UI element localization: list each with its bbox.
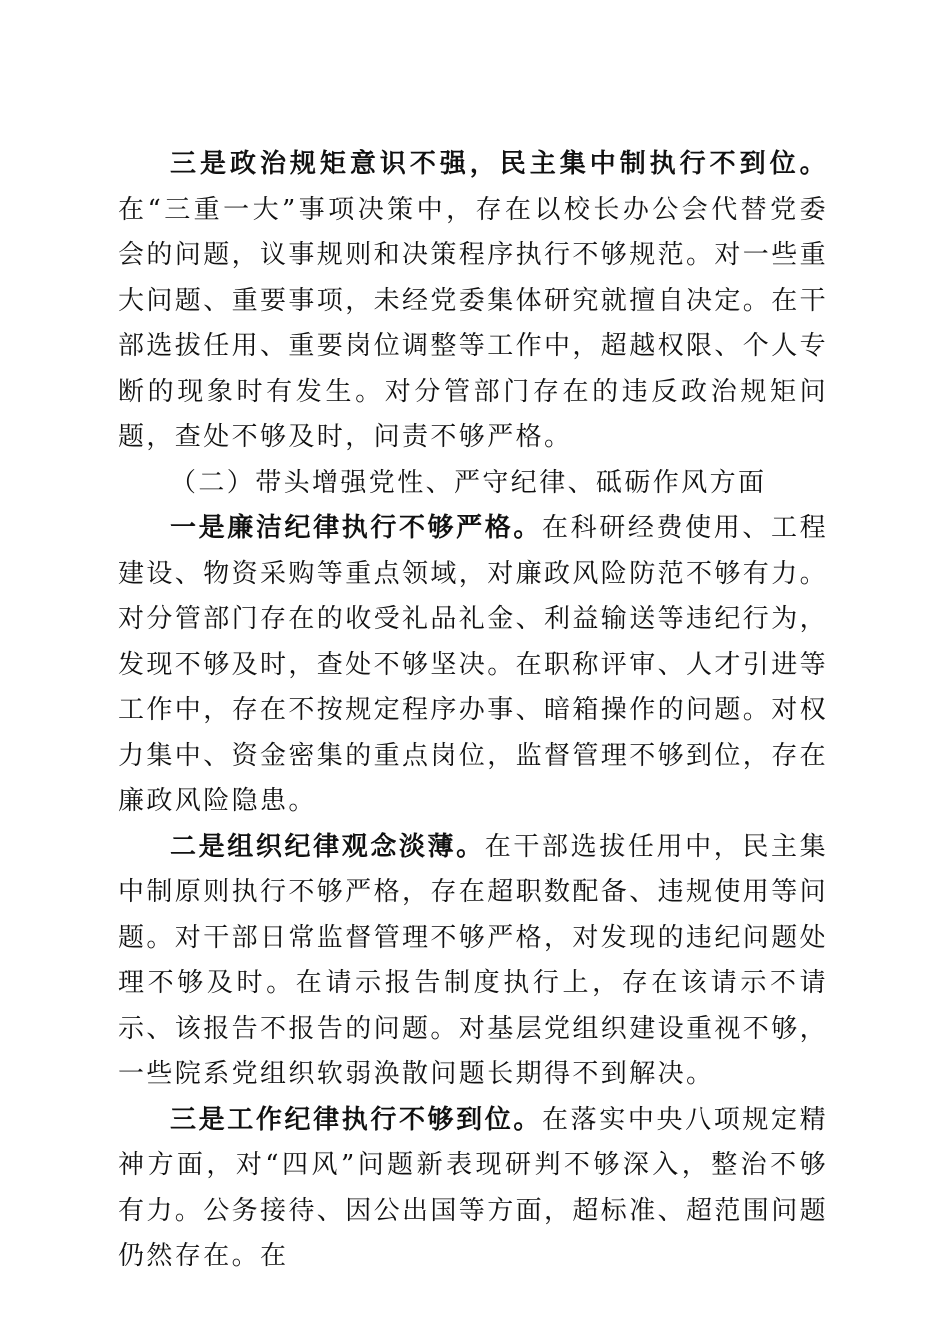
paragraph-integrity-discipline: [118, 506, 828, 825]
paragraph-text: 在落实中央八项规定精神方面，对“四风”问题新表现研判不够深入，整治不够有力。公务接待、因公出国等方面，超标准、超范围问题仍然存在。在: [118, 1104, 829, 1271]
paragraph-text: 在干部选拔任用中，民主集中制原则执行不够严格，存在超职数配备、违规使用等问题。对干部日常监督管理不够严格，对发现的违纪问题处理不够及时。在请示报告制度执行上，存在该请示不请示、该报告不报告的问题。对基层党组织建设重视不够，一些院系党组织软弱涣散问题长期得不到解决。: [118, 831, 829, 1089]
paragraph-text: 在“三重一大”事项决策中，存在以校长办公会代替党委会的问题，议事规则和决策程序执行不够规范。对一些重大问题、重要事项，未经党委集体研究就擅自决定。在干部选拔任用、重要岗位调整等工作中，超越权限、个人专断的现象时有发生。对分管部门存在的违反政治规矩问题，查处不够及时，问责不够严格。: [118, 194, 829, 452]
paragraph-lead: 三是政治规矩意识不强，民主集中制执行不到位。: [170, 149, 828, 179]
document-body: [118, 142, 828, 1280]
paragraph-lead: 二是组织纪律观念淡薄。: [170, 831, 485, 862]
paragraph-lead: 三是工作纪律执行不够到位。: [170, 1104, 543, 1135]
section-heading-2: （二）带头增强党性、严守纪律、砥砺作风方面: [170, 467, 767, 498]
paragraph-text: 在科研经费使用、工程建设、物资采购等重点领域，对廉政风险防范不够有力。对分管部门存在的收受礼品礼金、利益输送等违纪行为，发现不够及时，查处不够坚决。在职称评审、人才引进等工作中，存在不按规定程序办事、暗箱操作的问题。对权力集中、资金密集的重点岗位，监督管理不够到位，存在廉政风险隐患。: [118, 513, 829, 816]
paragraph-work-discipline: [118, 1098, 828, 1280]
paragraph-lead: 一是廉洁纪律执行不够严格。: [170, 513, 543, 543]
paragraph-political-rules: [118, 142, 828, 461]
paragraph-organizational-discipline: [118, 825, 828, 1098]
